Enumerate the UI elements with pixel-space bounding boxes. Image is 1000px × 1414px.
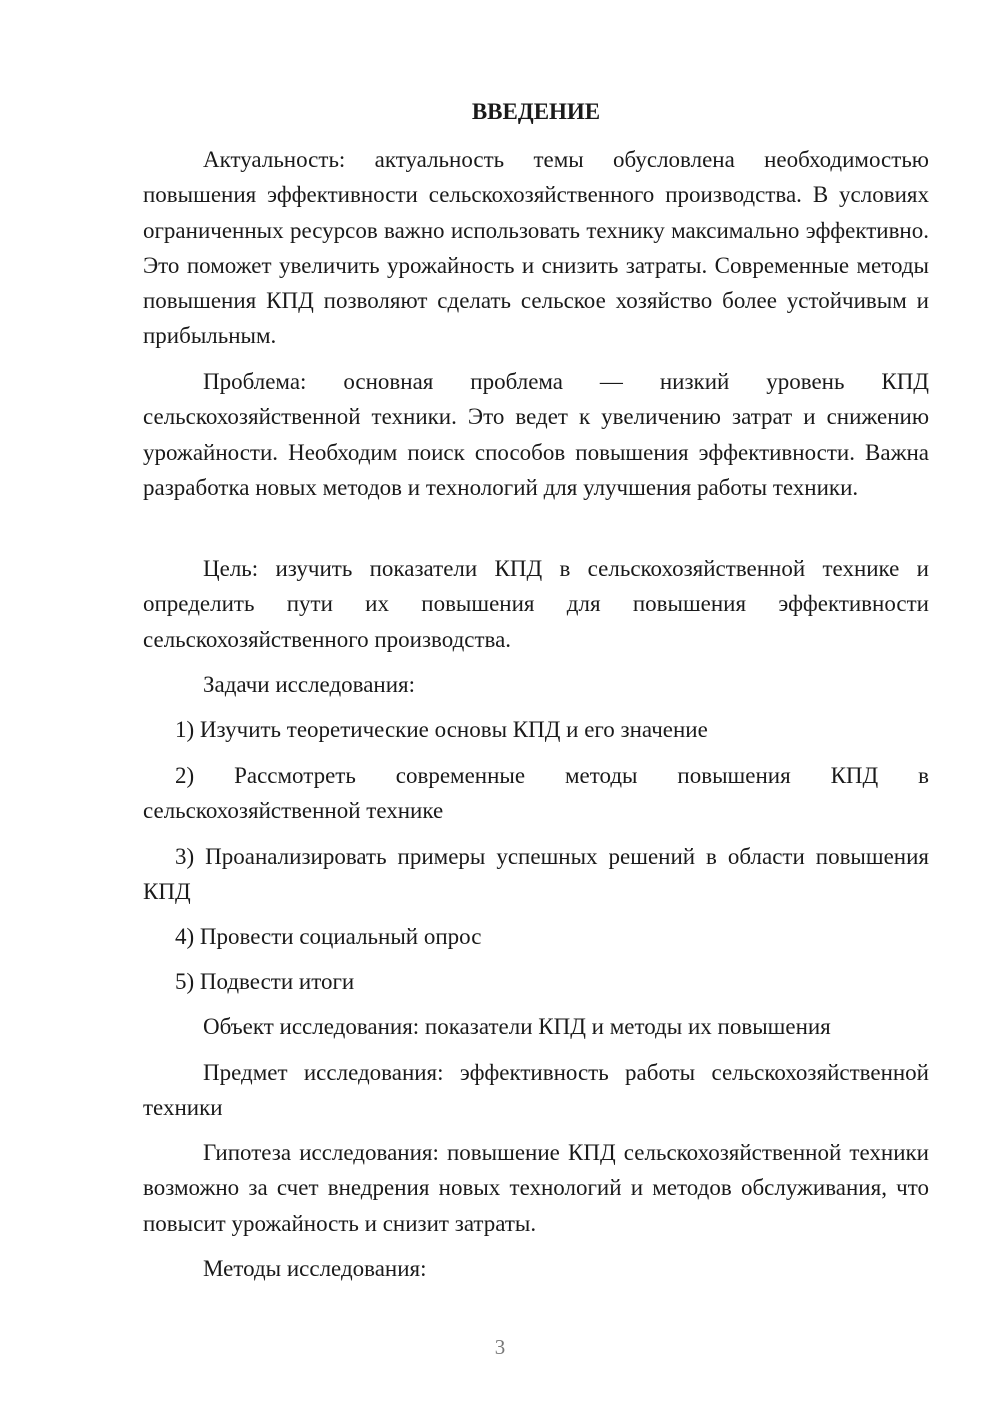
task-item-4: 4) Провести социальный опрос <box>175 924 482 949</box>
page-number: 3 <box>494 1335 506 1359</box>
task-item-1: 1) Изучить теоретические основы КПД и его значение <box>175 717 708 742</box>
task-item-3: 3) Проанализировать примеры успешных решений в области повышения КПД <box>143 844 929 905</box>
paragraph-relevance: Актуальность: актуальность темы обусловлена необходимостью повышения эффективности сельскохозяйственного производства. В условиях ограниченных ресурсов важно использовать технику максимально эффективно. Это поможет увеличить урожайность и снизить затраты. Современные методы повышения КПД позволяют сделать сельское хозяйство более устойчивым и прибыльным. <box>143 147 929 349</box>
paragraph-subject: Предмет исследования: эффективность работы сельскохозяйственной техники <box>143 1060 929 1121</box>
paragraph-object: Объект исследования: показатели КПД и методы их повышения <box>203 1014 831 1039</box>
task-item-2: 2) Рассмотреть современные методы повышения КПД в сельскохозяйственной технике <box>143 763 929 824</box>
methods-heading: Методы исследования: <box>203 1256 427 1281</box>
tasks-heading: Задачи исследования: <box>203 672 416 697</box>
paragraph-problem: Проблема: основная проблема — низкий уровень КПД сельскохозяйственной техники. Это ведет к увеличению затрат и снижению урожайности. Необходим поиск способов повышения эффективности. Важна разработка новых методов и технологий для улучшения работы техники. <box>143 369 929 500</box>
paragraph-hypothesis: Гипотеза исследования: повышение КПД сельскохозяйственной техники возможно за счет внедрения новых технологий и методов обслуживания, что повысит урожайность и снизит затраты. <box>143 1140 929 1236</box>
task-item-5: 5) Подвести итоги <box>175 969 355 994</box>
section-title: ВВЕДЕНИЕ <box>471 99 601 124</box>
paragraph-goal: Цель: изучить показатели КПД в сельскохозяйственной технике и определить пути их повышения для повышения эффективности сельскохозяйственного производства. <box>143 556 929 652</box>
